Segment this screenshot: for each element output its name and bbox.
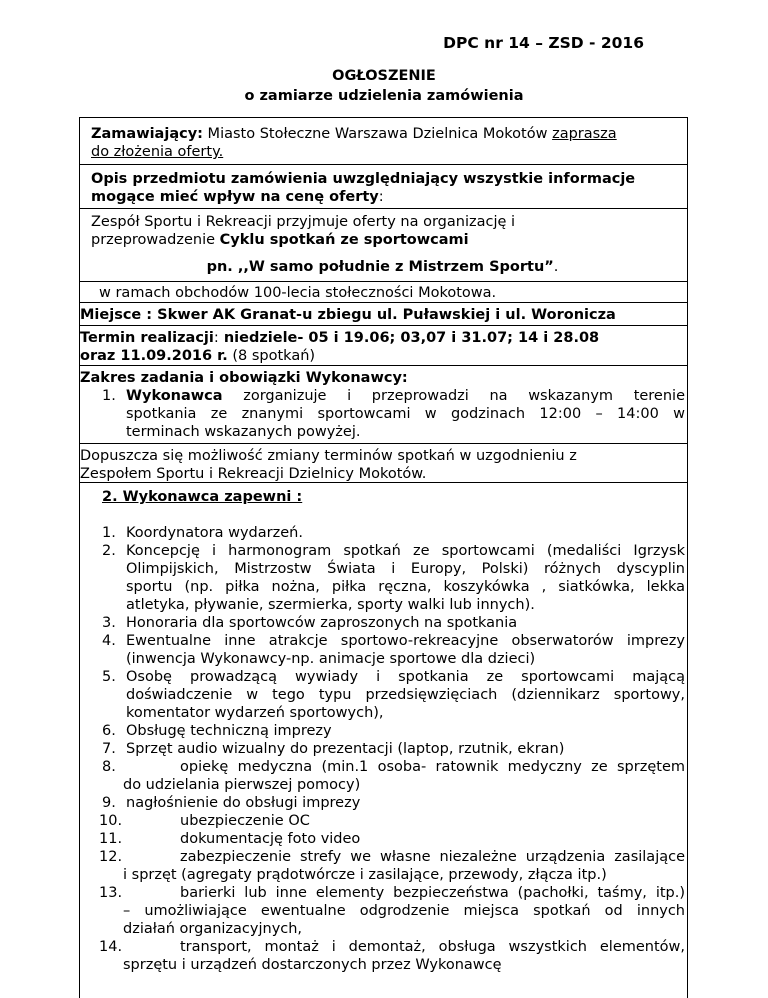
list-item-line: Sprzęt audio wizualny do prezentacji (laptop, rzutnik, ekran) — [126, 741, 565, 757]
provisions-list — [80, 524, 685, 974]
list-item — [80, 884, 685, 938]
date-change-note: Dopuszcza się możliwość zmiany terminów spotkań w uzgodnieniu z Zespołem Sportu i Rekreacji Dzielnicy Mokotów. — [80, 448, 577, 482]
list-item — [80, 794, 685, 812]
list-item — [80, 524, 685, 542]
list-item-line: Honoraria dla sportowców zaproszonych na spotkania — [126, 615, 518, 631]
list-item-line: działań organizacyjnych, — [123, 921, 303, 937]
table-divider — [80, 443, 687, 444]
list-item-line: Obsługę techniczną imprezy — [126, 723, 332, 739]
event-context: w ramach obchodów 100-lecia stołeczności Mokotowa. — [99, 285, 497, 301]
table-divider — [80, 365, 687, 366]
table-divider — [80, 208, 687, 209]
list-item — [80, 614, 685, 632]
list-item-line: doświadczenie w tego typu przedsięwzięciach (dziennikarz sportowy, — [126, 687, 685, 703]
list-item-number: 4. — [102, 633, 116, 649]
list-item-number: 9. — [102, 795, 116, 811]
document-reference: DPC nr 14 – ZSD - 2016 — [443, 34, 644, 52]
list-item-line: atletyka, pływanie, szermierka, sporty walki lub innych). — [126, 597, 535, 613]
list-item — [80, 812, 685, 830]
list-item-line: zabezpieczenie strefy we własne niezależne urządzenia zasilające — [180, 849, 685, 865]
list-item-line: do udzielania pierwszej pomocy) — [123, 777, 361, 793]
list-item-line: nagłośnienie do obsługi imprezy — [126, 795, 361, 811]
list-item-line: Koordynatora wydarzeń. — [126, 525, 303, 541]
list-item-line: dokumentację foto video — [180, 831, 361, 847]
table-divider — [80, 302, 687, 303]
list-item-number: 12. — [99, 849, 123, 865]
table-divider — [80, 325, 687, 326]
list-item — [80, 830, 685, 848]
scope-section — [80, 369, 685, 441]
table-divider — [80, 482, 687, 483]
list-item-line: i sprzęt (agregaty prądotwórcze i zasilające, przewody, złącza itp.) — [123, 867, 607, 883]
scope-item: 1. Wykonawca zorganizuje i przeprowadzi na wskazanym terenie spotkania ze znanymi sportowcami w godzinach 12:00 – 14:00 w terminach wskazanych powyżej. — [102, 388, 685, 440]
list-item-number: 14. — [99, 939, 123, 955]
event-name: pn. ,,W samo południe z Mistrzem Sportu”. — [206, 259, 559, 275]
table-divider — [80, 281, 687, 282]
announcement-subtitle: o zamiarze udzielenia zamówienia — [244, 88, 524, 104]
list-item-number: 7. — [102, 741, 116, 757]
list-item — [80, 668, 685, 722]
list-item — [80, 848, 685, 884]
contracting-authority: Zamawiający: Miasto Stołeczne Warszawa Dzielnica Mokotów zaprasza do złożenia oferty. — [91, 126, 617, 160]
list-item-line: barierki lub inne elementy bezpieczeństwa (pachołki, taśmy, itp.) — [180, 885, 685, 901]
list-item-line: – umożliwiające ewentualne odgrodzenie miejsca spotkań od innych — [123, 903, 685, 919]
list-item-line: Olimpijskich, Mistrzostw Świata i Europy, Polski) różnych dyscyplin — [126, 561, 685, 577]
list-item-line: Koncepcję i harmonogram spotkań ze sportowcami (medaliści Igrzysk — [126, 543, 685, 559]
description-text: Zespół Sportu i Rekreacji przyjmuje oferty na organizację i przeprowadzenie Cyklu spotkań ze sportowcami — [91, 214, 516, 248]
list-item-line: opiekę medyczna (min.1 osoba- ratownik medyczny ze sprzętem — [180, 759, 685, 775]
list-item-line: sprzętu i urządzeń dostarczonych przez Wykonawcę — [123, 957, 502, 973]
provisions-heading: 2. Wykonawca zapewni : — [102, 489, 303, 505]
description-heading: Opis przedmiotu zamówienia uwzględniający wszystkie informacje mogące mieć wpływ na cenę oferty: — [91, 171, 636, 205]
list-item-number: 3. — [102, 615, 116, 631]
list-item-line: transport, montaż i demontaż, obsługa wszystkich elementów, — [180, 939, 685, 955]
list-item-number: 2. — [102, 543, 116, 559]
list-item-line: sportu (np. piłka nożna, piłka ręczna, koszykówka , siatkówka, lekka — [126, 579, 685, 595]
list-item — [80, 722, 685, 740]
announcement-title: OGŁOSZENIE — [332, 68, 436, 84]
list-item-number: 6. — [102, 723, 116, 739]
table-divider — [80, 164, 687, 165]
list-item-number: 8. — [102, 759, 116, 775]
list-item-number: 11. — [99, 831, 123, 847]
list-item-number: 5. — [102, 669, 116, 685]
list-item — [80, 542, 685, 614]
list-item-line: ubezpieczenie OC — [180, 813, 310, 829]
scope-heading: Zakres zadania i obowiązki Wykonawcy: — [80, 370, 408, 386]
announcement-table — [79, 117, 688, 998]
contracting-authority-label: Zamawiający: — [91, 126, 203, 142]
list-item-number: 13. — [99, 885, 123, 901]
schedule: Termin realizacji: niedziele- 05 i 19.06; 03,07 i 31.07; 14 i 28.08 oraz 11.09.2016 r. (8 spotkań) — [80, 330, 600, 364]
list-item-line: (inwencja Wykonawcy-np. animacje sportowe dla dzieci) — [126, 651, 536, 667]
list-item-number: 10. — [99, 813, 123, 829]
list-item — [80, 740, 685, 758]
list-item — [80, 938, 685, 974]
list-item-line: komentator wydarzeń sportowych), — [126, 705, 384, 721]
list-item-number: 1. — [102, 525, 116, 541]
location: Miejsce : Skwer AK Granat-u zbiegu ul. Puławskiej i ul. Woronicza — [80, 307, 616, 323]
list-item — [80, 632, 685, 668]
list-item-line: Osobę prowadzącą wywiady i spotkania ze sportowcami mającą — [126, 669, 685, 685]
list-item — [80, 758, 685, 794]
list-item-line: Ewentualne inne atrakcje sportowo-rekreacyjne obserwatorów imprezy — [126, 633, 685, 649]
